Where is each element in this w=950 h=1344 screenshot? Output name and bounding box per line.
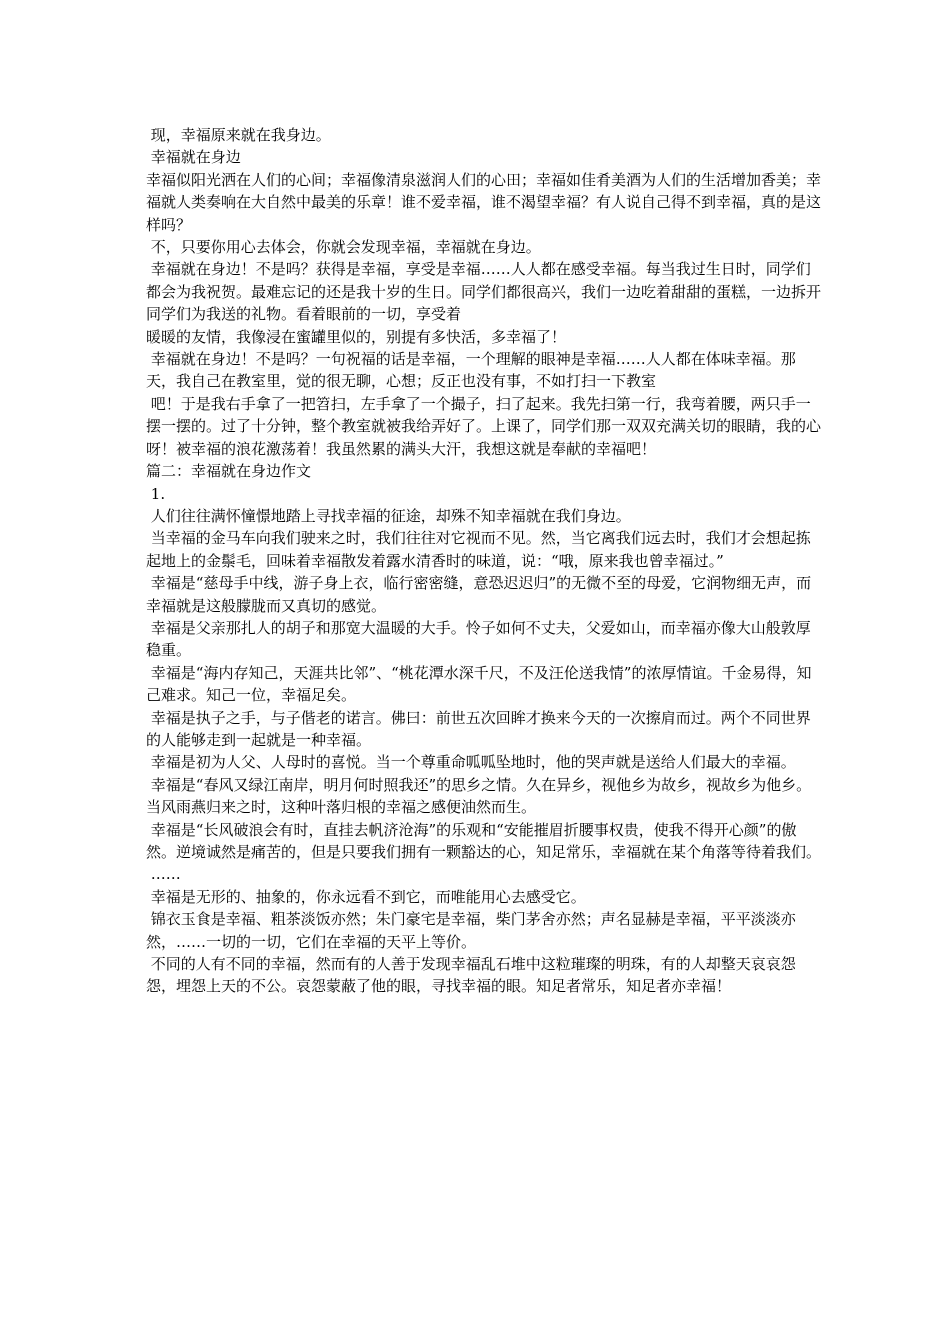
paragraph: 人们往往满怀憧憬地踏上寻找幸福的征途，却殊不知幸福就在我们身边。 — [146, 506, 631, 525]
ellipsis: …… — [146, 865, 181, 884]
document-body — [146, 124, 822, 998]
list-number: 1. — [146, 484, 166, 503]
paragraph: 吧！于是我右手拿了一把笤扫，左手拿了一个撮子，扫了起来。我先扫第一行，我弯着腰，两只手一摆一摆的。过了十分钟，整个教室就被我给弄好了。上课了，同学们那一双双充满关切的眼睛，我的心呀！被幸福的浪花激荡着！我虽然累的满头大汗，我想这就是奉献的幸福吧！ — [146, 394, 822, 458]
paragraph: 现，幸福原来就在我身边。 — [146, 126, 331, 144]
section-heading: 幸福就在身边 — [146, 148, 241, 167]
paragraph: 当幸福的金马车向我们驶来之时，我们往往对它视而不见。然，当它离我们远去时，我们才会想起拣起地上的金鬃毛，回味着幸福散发着露水清香时的味道，说：“哦，原来我也曾幸福过。” — [146, 529, 811, 570]
paragraph: 幸福就在身边！不是吗？一句祝福的话是幸福，一个理解的眼神是幸福……人人都在体味幸福。那天，我自己在教室里，觉的很无聊，心想；反正也没有事，不如打扫一下教室 — [146, 350, 796, 391]
paragraph: 锦衣玉食是幸福、粗茶淡饭亦然；朱门豪宅是幸福，柴门茅舍亦然；声名显赫是幸福，平平淡淡亦然，……一切的一切，它们在幸福的天平上等价。 — [146, 910, 796, 951]
paragraph: 幸福是父亲那扎人的胡子和那宽大温暖的大手。怜子如何不丈夫，父爱如山，而幸福亦像大山般敦厚稳重。 — [146, 618, 811, 660]
paragraph: 幸福似阳光洒在人们的心间；幸福像清泉滋润人们的心田；幸福如佳肴美酒为人们的生活增加香美；幸福就人类奏响在大自然中最美的乐章！谁不爱幸福，谁不渴望幸福？有人说自己得不到幸福，真的是这样吗？ — [146, 170, 822, 234]
paragraph: 幸福是“长风破浪会有时，直挂去帆济沧海”的乐观和“安能摧眉折腰事权贵，使我不得开心颜”的傲然。逆境诚然是痛苦的，但是只要我们拥有一颗豁达的心，知足常乐，幸福就在某个角落等待着我们。 — [146, 820, 822, 861]
paragraph: 幸福是无形的、抽象的，你永远看不到它，而唯能用心去感受它。 — [146, 887, 586, 906]
paragraph: 幸福是“海内存知己，天涯共比邻”、“桃花潭水深千尺，不及汪伦送我情”的浓厚情谊。千金易得，知己难求。知己一位，幸福足矣。 — [146, 663, 812, 705]
paragraph: 幸福是初为人父、人母时的喜悦。当一个尊重命呱呱坠地时，他的哭声就是送给人们最大的幸福。 — [146, 753, 796, 772]
paragraph: 幸福是执子之手，与子偕老的诺言。佛曰：前世五次回眸才换来今天的一次擦肩而过。两个不同世界的人能够走到一起就是一种幸福。 — [146, 708, 811, 749]
paragraph: 幸福就在身边！不是吗？获得是幸福，享受是幸福……人人都在感受幸福。每当我过生日时，同学们都会为我祝贺。最难忘记的还是我十岁的生日。同学们都很高兴，我们一边吃着甜甜的蛋糕，一边拆开同学们为我送的礼物。看着眼前的一切，享受着 — [146, 260, 822, 324]
paragraph: 暖暖的友情，我像浸在蜜罐里似的，别提有多快活，多幸福了！ — [146, 327, 567, 346]
section-heading: 篇二：幸福就在身边作文 — [146, 462, 312, 481]
paragraph: 不同的人有不同的幸福，然而有的人善于发现幸福乱石堆中这粒璀璨的明珠，有的人却整天哀哀怨怨，埋怨上天的不公。哀怨蒙蔽了他的眼，寻找幸福的眼。知足者常乐，知足者亦幸福！ — [146, 955, 796, 996]
paragraph: 幸福是“春风又绿江南岸，明月何时照我还”的思乡之情。久在异乡，视他乡为故乡，视故乡为他乡。当风雨燕归来之时，这种叶落归根的幸福之感便油然而生。 — [146, 775, 812, 817]
paragraph: 不，只要你用心去体会，你就会发现幸福，幸福就在身边。 — [146, 238, 541, 257]
paragraph: 幸福是“慈母手中线，游子身上衣，临行密密缝，意恐迟迟归”的无微不至的母爱，它润物细无声，而幸福就是这般朦胧而又真切的感觉。 — [146, 574, 812, 615]
